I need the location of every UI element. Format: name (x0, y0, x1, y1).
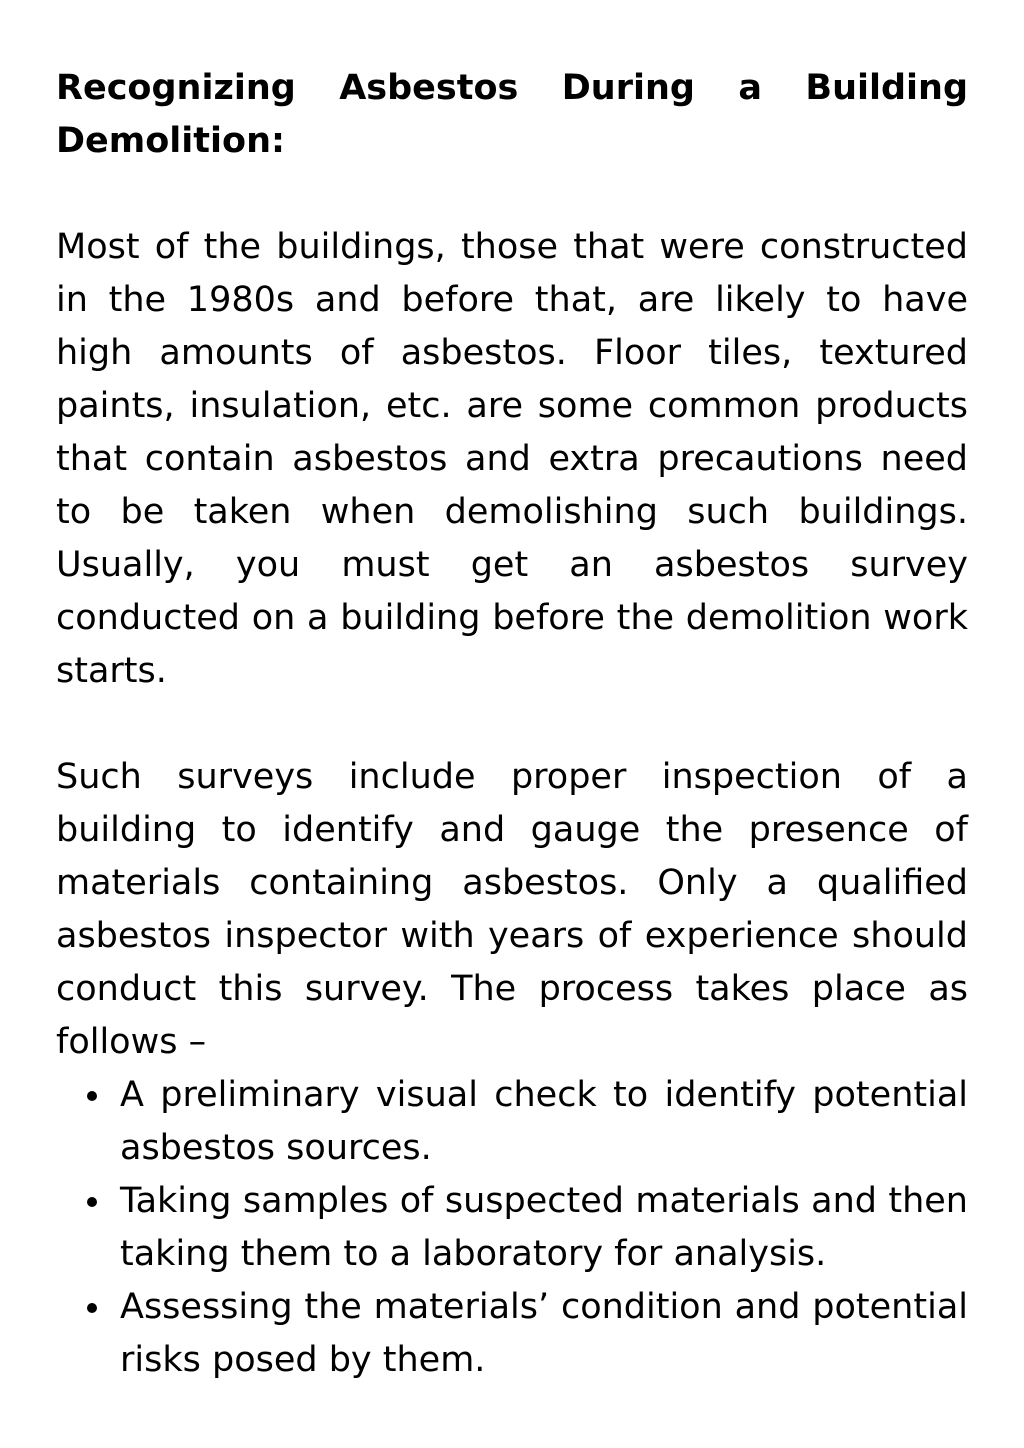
bullet-icon (87, 1197, 97, 1207)
list-item (56, 1069, 968, 1175)
bullet-icon (87, 1303, 97, 1313)
spacer (56, 698, 968, 751)
list-item (56, 1281, 968, 1387)
list-item-text: A preliminary visual check to identify potential asbestos sources. (120, 1075, 968, 1168)
list-item-text: Taking samples of suspected materials and then taking them to a laboratory for analysis. (120, 1181, 968, 1274)
list-item-text: Assessing the materials’ condition and potential risks posed by them. (120, 1287, 968, 1380)
paragraph-asbestos-survey: Such surveys include proper inspection of a building to identify and gauge the presence of materials containing asbestos. Only a qualified asbestos inspector with years of experience should conduct this survey. The process takes place as follows – (56, 757, 968, 1062)
document-heading: Recognizing Asbestos During a Building Demolition: (56, 68, 968, 161)
list-item (56, 1175, 968, 1281)
bullet-icon (87, 1091, 97, 1101)
paragraph-asbestos-buildings: Most of the buildings, those that were constructed in the 1980s and before that, are likely to have high amounts of asbestos. Floor tiles, textured paints, insulation, etc. are some common products that contain asbestos and extra precautions need to be taken when demolishing such buildings. Usually, you must get an asbestos survey conducted on a building before the demolition work starts. (56, 227, 968, 691)
spacer (56, 168, 968, 221)
survey-steps-list (56, 1069, 968, 1387)
document-page (56, 62, 968, 1387)
